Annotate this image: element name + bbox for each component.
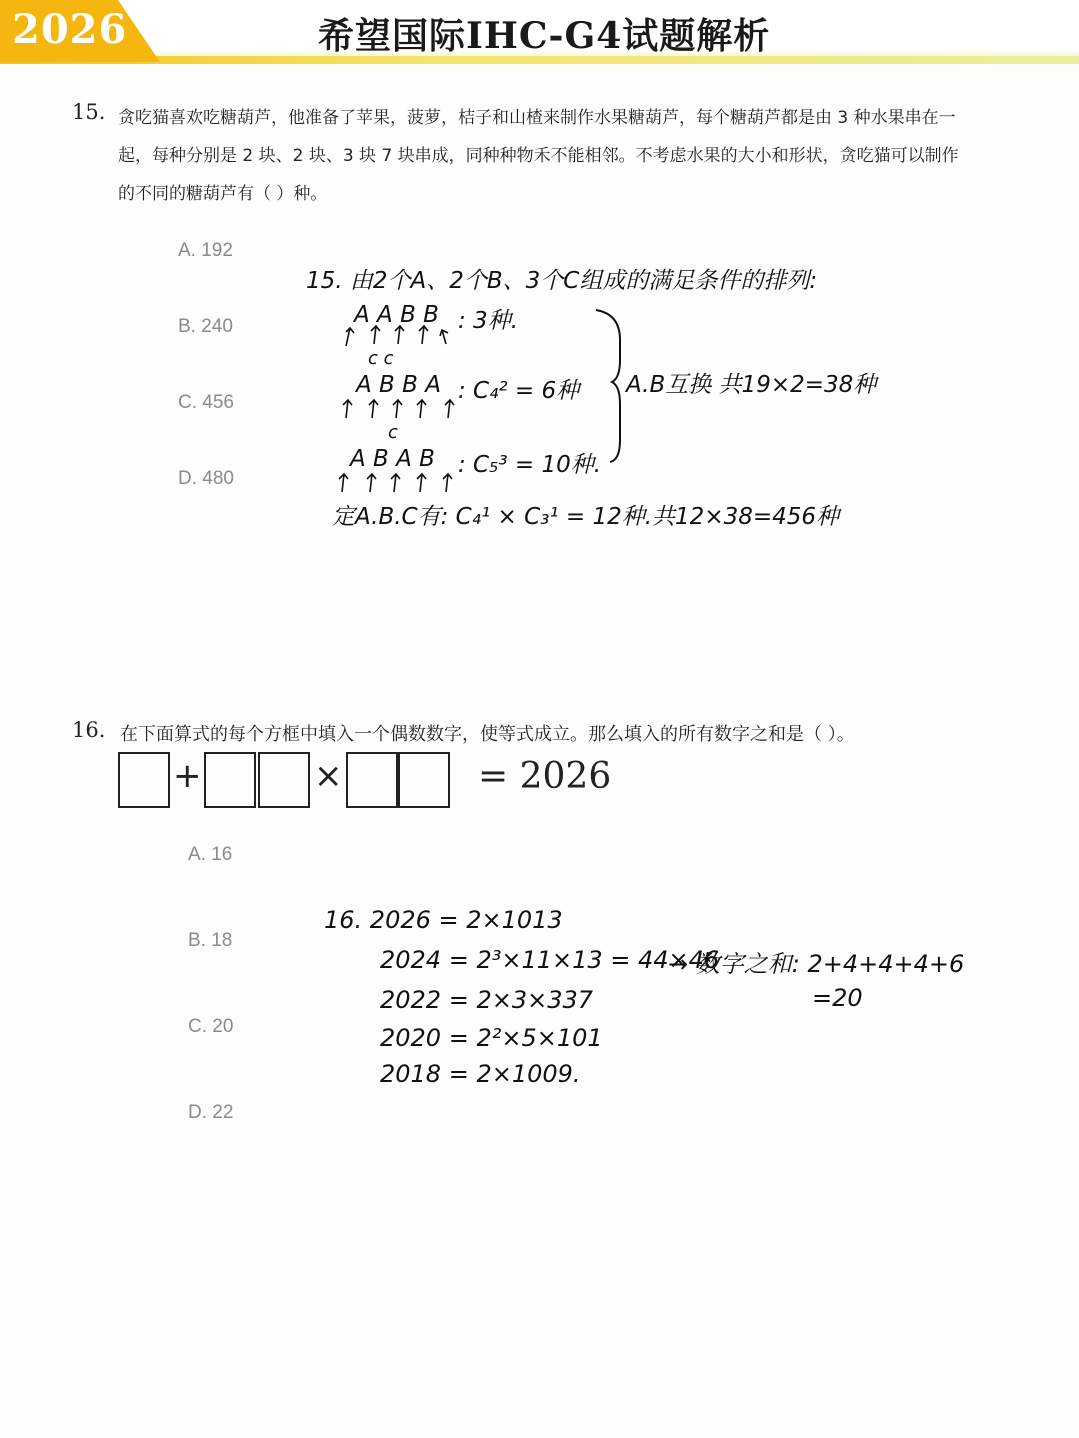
equation-result: = 2026 (478, 756, 612, 797)
equation-plus: + (173, 756, 202, 796)
q16-number: 16. (72, 718, 106, 742)
equation-box-2 (204, 752, 256, 808)
q15-solution-row1-c: c c (368, 348, 394, 369)
q15-option-b: B. 240 (178, 316, 233, 337)
year-label: 2026 (12, 6, 128, 53)
equation-box-1 (118, 752, 170, 808)
q16-solution-line-5: 2018 = 2×1009. (380, 1060, 581, 1088)
q15-solution-row2-c: c (388, 422, 398, 443)
q16-solution-line-1: 16. 2026 = 2×1013 (324, 906, 563, 934)
q15-option-c: C. 456 (178, 392, 234, 413)
q15-solution-row2: A B B A (356, 372, 441, 398)
q15-number: 15. (72, 100, 106, 124)
q15-solution-row2-result: : C₄² = 6种 (458, 378, 580, 404)
q15-row2-arrows (343, 400, 454, 418)
q15-solution-row3-result: : C₅³ = 10种. (458, 452, 602, 478)
equation-box-3 (258, 752, 310, 808)
q15-solution-row1: A A B B (354, 302, 439, 328)
equation-box-4 (346, 752, 398, 808)
q16-option-d: D. 22 (188, 1102, 234, 1123)
q15-solution-row1-result: : 3种. (458, 308, 519, 334)
q15-brace (596, 310, 620, 462)
q15-text-line-1: 贪吃猫喜欢吃糖葫芦，他准备了苹果，菠萝，桔子和山楂来制作水果糖葫芦，每个糖葫芦都是由 3 种水果串在一 (118, 108, 956, 128)
page-title: 希望国际IHC-G4试题解析 (318, 15, 771, 57)
q15-solution-swap-note: A.B互换 共19×2=38种 (626, 372, 877, 398)
q15-text-line-2: 起，每种分别是 2 块、2 块、3 块 7 块串成，同种种物禾不能相邻。不考虑水果的大小和形状，贪吃猫可以制作 (118, 146, 959, 166)
q15-option-a: A. 192 (178, 240, 233, 261)
q16-solution-line-4: 2020 = 2²×5×101 (380, 1024, 603, 1052)
q16-solution-note: → 数字之和: 2+4+4+4+6 (668, 950, 965, 978)
q16-option-a: A. 16 (188, 844, 233, 865)
q15-option-d: D. 480 (178, 468, 234, 489)
equation-box-5 (398, 752, 450, 808)
q15-row1-arrows (346, 326, 448, 346)
equation-times: × (314, 756, 343, 796)
q15-solution-heading: 15. 由2个A、2个B、3个C组成的满足条件的排列: (306, 268, 818, 294)
q15-row3-arrows (339, 474, 452, 492)
q16-solution-line-2: 2024 = 2³×11×13 = 44×46 (380, 946, 720, 974)
q16-text: 在下面算式的每个方框中填入一个偶数数字，使等式成立。那么填入的所有数字之和是（ ）。 (120, 724, 855, 745)
q15-solution-final: 定A.B.C有: C₄¹ × C₃¹ = 12种.共12×38=456种 (332, 504, 840, 530)
q15-solution-row3: A B A B (350, 446, 435, 472)
q16-solution-note-result: =20 (812, 984, 863, 1012)
q16-option-b: B. 18 (188, 930, 233, 951)
q16-solution-line-3: 2022 = 2×3×337 (380, 986, 594, 1014)
q15-text-line-3: 的不同的糖葫芦有（ ）种。 (118, 184, 328, 204)
q16-option-c: C. 20 (188, 1016, 234, 1037)
